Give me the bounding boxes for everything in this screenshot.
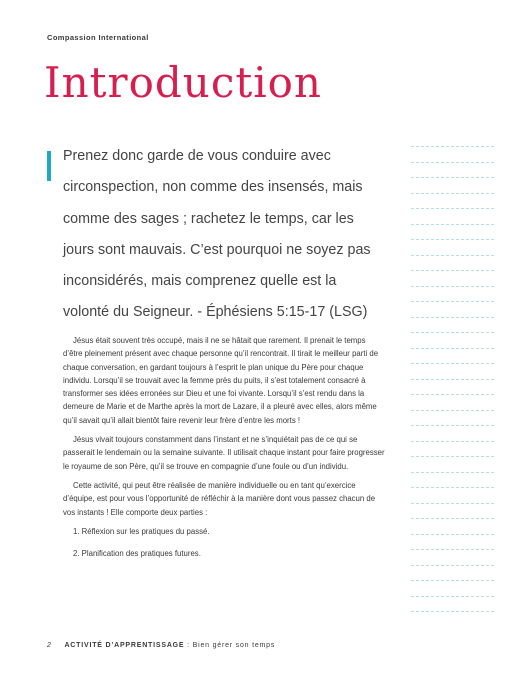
- note-lines: [411, 146, 494, 627]
- note-line: [411, 208, 494, 209]
- note-line: [411, 363, 494, 364]
- note-line: [411, 146, 494, 147]
- quote-accent-bar: [47, 151, 51, 181]
- note-line: [411, 239, 494, 240]
- note-line: [411, 487, 494, 488]
- note-line: [411, 348, 494, 349]
- body-paragraph: Jésus était souvent très occupé, mais il ne se hâtait que rarement. Il prenait le temps d’être pleinement présent avec chaque personne qu’il rencontrait. Il tirait le meilleur parti de chaque conversation, en gardant toujours à l’esprit le plan unique du Père pour chaque individu. Lorsqu’il se trouvait avec la femme près du puits, il s’est totalement consacré à transformer ses idées erronées sur Dieu et une foi vivante. Lorsqu’il s’est rendu dans la demeure de Marie et de Marthe après la mort de Lazare, il a pleuré avec elles, alors même qu’il savait qu’il allait bientôt faire revenir leur frère d’entre les morts !: [63, 336, 379, 425]
- activity-label: ACTIVITÉ D’APPRENTISSAGE: [64, 642, 185, 649]
- note-line: [411, 472, 494, 473]
- page-number: 2: [47, 642, 52, 649]
- note-line: [411, 503, 494, 504]
- note-line: [411, 162, 494, 163]
- note-line: [411, 441, 494, 442]
- note-line: [411, 224, 494, 225]
- note-line: [411, 425, 494, 426]
- body-paragraph: Jésus vivait toujours constamment dans l’instant et ne s’inquiétait pas de ce qui se passerait le lendemain ou la semaine suivante. Il utilisait chaque instant pour faire progresser le royaume de son Père, qu’il se trouve en compagnie d’une foule ou d’un individu.: [63, 435, 385, 471]
- note-line: [411, 379, 494, 380]
- activity-title: Bien gérer son temps: [192, 642, 276, 649]
- note-line: [411, 565, 494, 566]
- note-line: [411, 332, 494, 333]
- note-line: [411, 317, 494, 318]
- note-line: [411, 611, 494, 612]
- note-line: [411, 518, 494, 519]
- organization-header: Compassion International: [47, 33, 149, 42]
- note-line: [411, 549, 494, 550]
- note-line: [411, 580, 494, 581]
- body-text: [63, 334, 385, 569]
- footer-separator: :: [184, 642, 193, 649]
- note-line: [411, 456, 494, 457]
- list-item: 2. Planification des pratiques futures.: [73, 549, 201, 559]
- list-item: 1. Réflexion sur les pratiques du passé.: [73, 526, 210, 536]
- note-line: [411, 301, 494, 302]
- page-title: Introduction: [44, 58, 322, 107]
- note-line: [411, 410, 494, 411]
- note-line: [411, 177, 494, 178]
- note-line: [411, 394, 494, 395]
- note-line: [411, 270, 494, 271]
- note-line: [411, 193, 494, 194]
- page-footer: [47, 642, 275, 649]
- note-line: [411, 534, 494, 535]
- body-paragraph: Cette activité, qui peut être réalisée de manière individuelle ou en tant qu’exercice d’équipe, est pour vous l’opportunité de réfléchir à la manière dont vous passez chacun de vos instants ! Elle comporte deux parties :: [63, 480, 376, 517]
- note-line: [411, 596, 494, 597]
- note-line: [411, 286, 494, 287]
- note-line: [411, 255, 494, 256]
- scripture-quote: Prenez donc garde de vous conduire avec circonspection, non comme des insensés, mais comme des sages ; rachetez le temps, car les jours sont mauvais. C’est pourquoi ne soyez pas inconsidérés, mais comprenez quelle est la volonté du Seigneur. - Éphésiens 5:15-17 (LSG): [63, 148, 371, 321]
